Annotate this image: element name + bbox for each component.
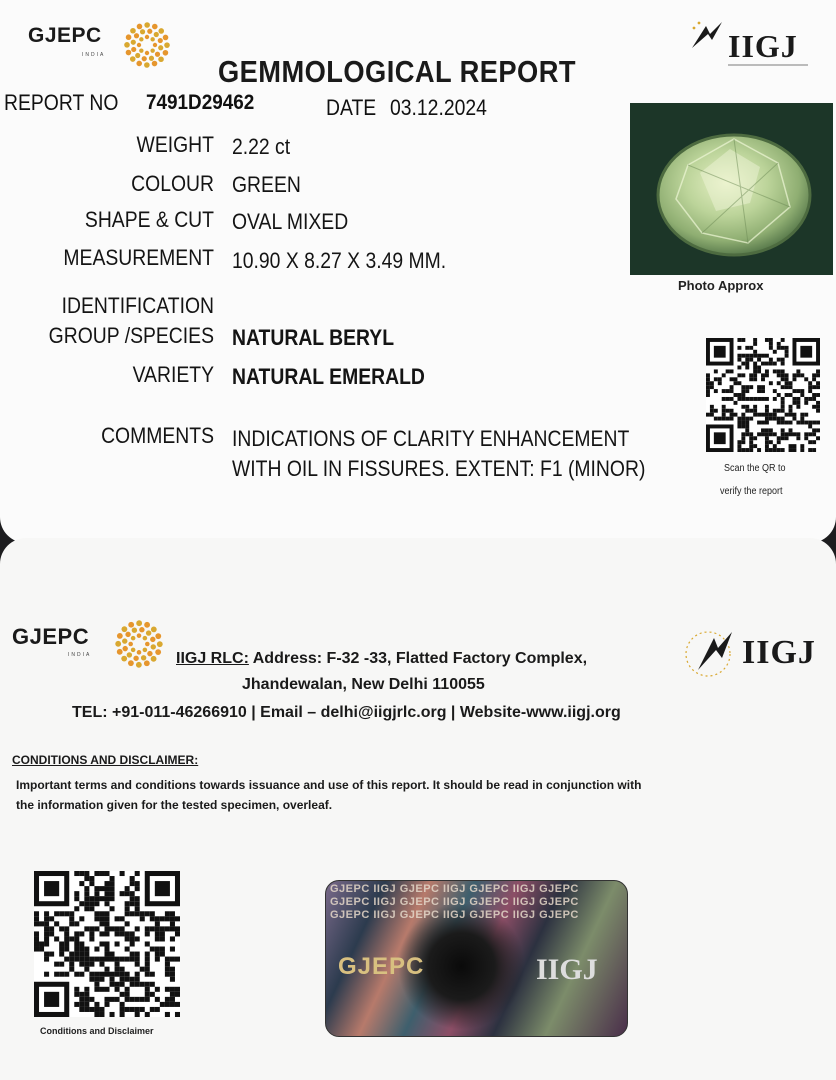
iigj-logo-underline	[728, 64, 808, 66]
shape-cut-value: OVAL MIXED	[232, 209, 349, 234]
hologram-text-2: GJEPC IIGJ GJEPC IIGJ GJEPC IIGJ GJEPC	[330, 896, 579, 908]
variety-label: VARIETY	[132, 362, 214, 387]
photo-caption: Photo Approx	[678, 278, 764, 293]
address-text: Address: F-32 -33, Flatted Factory Complex,	[248, 650, 588, 667]
back-gjepc-logo	[12, 624, 89, 650]
back-iigj-arrow-icon	[682, 624, 742, 680]
shape-cut-label: SHAPE & CUT	[84, 207, 214, 232]
contact-line: TEL: +91-011-46266910 | Email – delhi@iigjrlc.org | Website-www.iigj.org	[72, 704, 621, 721]
identification-label: IDENTIFICATION	[61, 293, 214, 318]
hologram-brand: GJEPC	[338, 953, 425, 980]
hologram-text-3: GJEPC IIGJ GJEPC IIGJ GJEPC IIGJ GJEPC	[330, 909, 579, 921]
measurement-label: MEASUREMENT	[63, 245, 215, 270]
back-iigj-logo: IIGJ	[742, 634, 816, 671]
address-line-1	[176, 650, 587, 668]
colour-value: GREEN	[232, 172, 301, 197]
conditions-qr-caption: Conditions and Disclaimer	[40, 1026, 154, 1036]
measurement-value: 10.90 X 8.27 X 3.49 MM.	[232, 248, 447, 273]
conditions-line-1: Important terms and conditions towards issuance and use of this report. It should be read in conjunction with	[16, 778, 642, 792]
qr-caption-2: verify the report	[720, 486, 783, 497]
weight-label: WEIGHT	[136, 132, 214, 157]
gjepc-logo-text: GJEPC	[28, 24, 102, 47]
comments-line-2: WITH OIL IN FISSURES. EXTENT: F1 (MINOR)	[232, 456, 646, 481]
iigj-logo: IIGJ	[728, 28, 798, 64]
date-value: 03.12.2024	[390, 95, 487, 120]
report-no-label: REPORT NO	[4, 90, 119, 115]
gjepc-logo-sub: INDIA	[82, 52, 106, 58]
conditions-title: CONDITIONS AND DISCLAIMER:	[12, 753, 199, 767]
conditions-qr-code[interactable]	[34, 871, 180, 1017]
address-label: IIGJ RLC:	[176, 650, 249, 667]
weight-value: 2.22 ct	[232, 134, 291, 159]
report-title: GEMMOLOGICAL REPORT	[218, 54, 576, 89]
group-species-value: NATURAL BERYL	[232, 325, 395, 350]
group-species-label: GROUP /SPECIES	[48, 323, 214, 348]
address-line-2: Jhandewalan, New Delhi 110055	[242, 676, 485, 693]
gjepc-logo	[28, 24, 102, 48]
report-no-value: 7491D29462	[146, 91, 255, 114]
qr-caption-1: Scan the QR to	[724, 463, 786, 474]
security-hologram	[325, 880, 628, 1037]
comments-label: COMMENTS	[101, 423, 214, 448]
gjepc-sunburst-icon	[122, 20, 172, 70]
hologram-text-1: GJEPC IIGJ GJEPC IIGJ GJEPC IIGJ GJEPC	[330, 883, 579, 895]
back-gjepc-logo-text: GJEPC	[12, 624, 90, 649]
colour-label: COLOUR	[131, 171, 214, 196]
emerald-image	[630, 103, 833, 275]
conditions-line-2: the information given for the tested specimen, overleaf.	[16, 798, 333, 812]
date-label: DATE	[326, 95, 377, 120]
verify-qr-code[interactable]	[706, 338, 820, 452]
comments-line-1: INDICATIONS OF CLARITY ENHANCEMENT	[232, 426, 630, 451]
back-gjepc-logo-sub: INDIA	[68, 652, 92, 658]
gem-photo	[630, 103, 833, 275]
iigj-arrow-icon	[690, 20, 724, 50]
back-gjepc-sunburst-icon	[113, 618, 165, 670]
variety-value: NATURAL EMERALD	[232, 364, 425, 389]
hologram-lab: IIGJ	[536, 953, 598, 986]
